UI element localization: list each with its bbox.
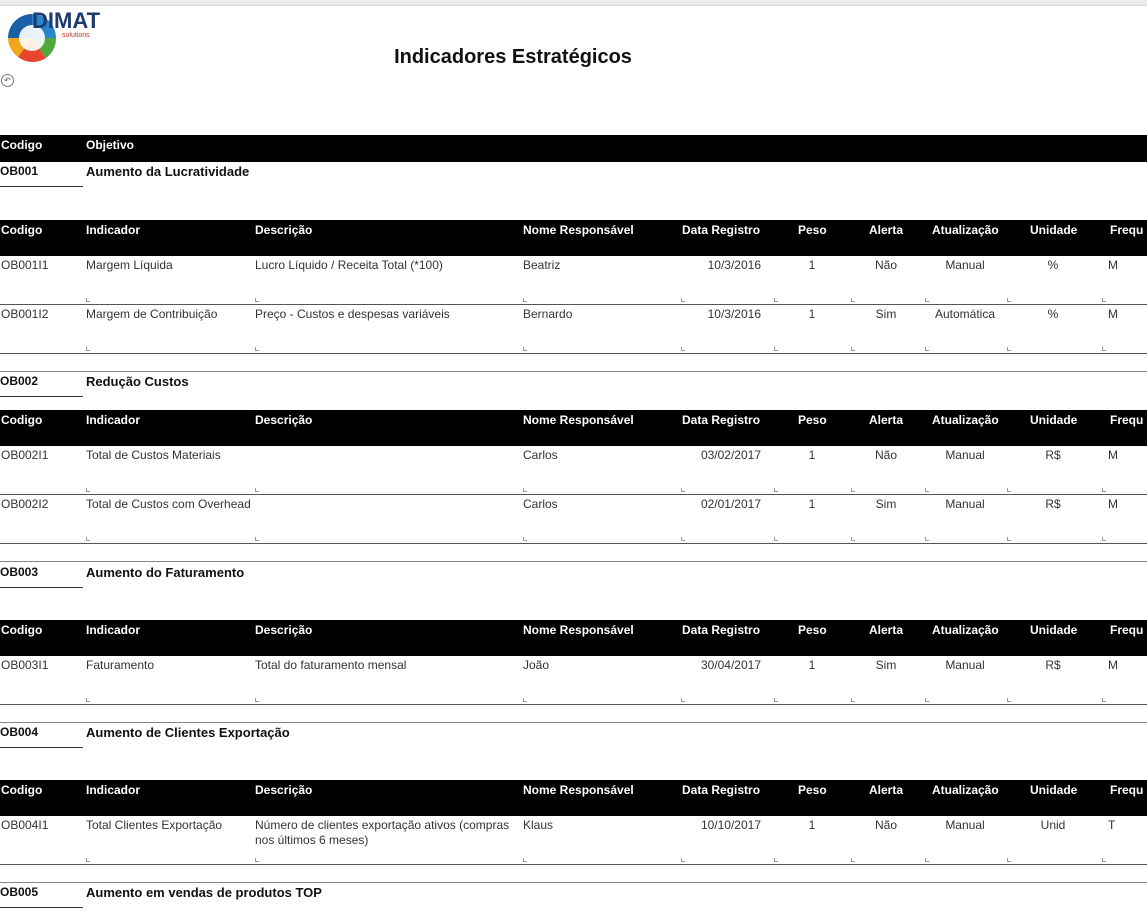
indicator-header-peso: Peso (798, 413, 827, 427)
cell-corner-mark (851, 347, 855, 351)
indicator-header-atualizacao: Atualização (932, 783, 999, 797)
indicator-indicador: Total de Custos Materiais (86, 448, 221, 462)
cell-corner-mark (1102, 698, 1106, 702)
indicator-peso: 1 (808, 497, 816, 511)
cell-corner-mark (86, 347, 90, 351)
cell-corner-mark (523, 298, 527, 302)
indicator-responsavel: Klaus (523, 818, 554, 832)
indicator-alerta: Não (874, 448, 897, 462)
objective-code: OB003 (0, 565, 39, 579)
indicator-peso: 1 (808, 448, 816, 462)
indicator-indicador: Margem de Contribuição (86, 307, 218, 321)
cell-corner-mark (1007, 347, 1011, 351)
objective-name: Aumento de Clientes Exportação (86, 725, 290, 740)
indicator-frequencia: M (1108, 497, 1118, 511)
objective-header-objetivo: Objetivo (86, 138, 135, 152)
indicator-indicador: Total de Custos com Overhead (86, 497, 251, 511)
cell-corner-mark (925, 698, 929, 702)
objective-row (0, 164, 1147, 194)
indicator-header-codigo: Codigo (1, 783, 43, 797)
indicator-alerta: Sim (875, 497, 897, 511)
cell-corner-mark (1007, 858, 1011, 862)
cell-corner-mark (523, 858, 527, 862)
cell-corner-mark (523, 537, 527, 541)
indicator-codigo: OB001I1 (1, 258, 49, 272)
indicator-alerta: Não (874, 818, 897, 832)
cell-corner-mark (255, 488, 259, 492)
indicator-header (0, 620, 1147, 656)
objective-separator (0, 722, 1147, 723)
objective-row (0, 565, 1147, 595)
objective-separator (0, 882, 1147, 883)
cell-corner-mark (774, 488, 778, 492)
objective-row (0, 374, 1147, 404)
indicator-codigo: OB002I2 (1, 497, 49, 511)
indicator-header-peso: Peso (798, 623, 827, 637)
indicator-atualizacao: Manual (945, 658, 985, 672)
indicator-descricao: Preço - Custos e despesas variáveis (255, 307, 450, 321)
indicator-codigo: OB001I2 (1, 307, 49, 321)
indicator-descricao: Lucro Líquido / Receita Total (*100) (255, 258, 443, 272)
cell-corner-mark (1102, 537, 1106, 541)
cell-corner-mark (925, 858, 929, 862)
indicator-header-atualizacao: Atualização (932, 623, 999, 637)
indicator-alerta: Não (874, 258, 897, 272)
indicator-header-data: Data Registro (682, 223, 761, 237)
logo-text: DIMAT (32, 8, 101, 33)
row-divider (0, 304, 1147, 305)
indicator-header-codigo: Codigo (1, 623, 43, 637)
indicator-header-atualizacao: Atualização (932, 413, 999, 427)
indicator-indicador: Total Clientes Exportação (86, 818, 223, 832)
row-divider (0, 864, 1147, 865)
logo-tagline: solutions (62, 32, 90, 39)
indicator-header-responsavel: Nome Responsável (523, 623, 634, 637)
indicator-peso: 1 (808, 658, 816, 672)
indicator-responsavel: Carlos (523, 448, 558, 462)
row-divider (0, 704, 1147, 705)
indicator-responsavel: Carlos (523, 497, 558, 511)
indicator-header-frequencia: Frequ (1110, 623, 1144, 637)
indicator-atualizacao: Manual (945, 497, 985, 511)
indicator-unidade: R$ (1045, 658, 1061, 672)
objective-code-underline (0, 587, 83, 588)
objective-row (0, 885, 1147, 915)
indicator-indicador: Faturamento (86, 658, 155, 672)
indicator-unidade: % (1047, 307, 1059, 321)
indicator-responsavel: Beatriz (523, 258, 561, 272)
indicator-header-data: Data Registro (682, 783, 761, 797)
indicator-header-codigo: Codigo (1, 223, 43, 237)
cell-corner-mark (86, 858, 90, 862)
indicator-header-frequencia: Frequ (1110, 783, 1144, 797)
indicator-descricao: Total do faturamento mensal (255, 658, 407, 672)
top-border (0, 0, 1147, 6)
cell-corner-mark (523, 488, 527, 492)
objective-code-underline (0, 747, 83, 748)
cell-corner-mark (1102, 298, 1106, 302)
indicator-frequencia: M (1108, 307, 1118, 321)
indicator-header-data: Data Registro (682, 413, 761, 427)
indicator-header-unidade: Unidade (1030, 223, 1078, 237)
indicator-alerta: Sim (875, 658, 897, 672)
indicator-header-frequencia: Frequ (1110, 413, 1144, 427)
objective-name: Aumento em vendas de produtos TOP (86, 885, 322, 900)
indicator-atualizacao: Manual (945, 258, 985, 272)
cell-corner-mark (681, 298, 685, 302)
objective-code-underline (0, 396, 83, 397)
cell-corner-mark (86, 698, 90, 702)
indicator-header-alerta: Alerta (869, 623, 904, 637)
cell-corner-mark (774, 537, 778, 541)
cell-corner-mark (255, 698, 259, 702)
indicator-header (0, 220, 1147, 256)
cell-corner-mark (86, 298, 90, 302)
indicator-header-peso: Peso (798, 783, 827, 797)
objective-code: OB004 (0, 725, 39, 739)
objective-name: Aumento do Faturamento (86, 565, 245, 580)
indicator-responsavel: João (523, 658, 550, 672)
objective-name: Redução Custos (86, 374, 189, 389)
indicator-data: 10/3/2016 (707, 307, 761, 321)
indicator-data: 30/04/2017 (700, 658, 761, 672)
objective-separator (0, 371, 1147, 372)
indicator-atualizacao: Automática (934, 307, 996, 321)
cell-corner-mark (774, 858, 778, 862)
cell-corner-mark (851, 858, 855, 862)
indicator-unidade: R$ (1045, 497, 1061, 511)
indicator-header-indicador: Indicador (86, 783, 141, 797)
cell-corner-mark (1102, 347, 1106, 351)
objective-code: OB001 (0, 164, 39, 178)
indicator-unidade: R$ (1045, 448, 1061, 462)
objective-separator (0, 561, 1147, 562)
indicator-codigo: OB003I1 (1, 658, 49, 672)
cell-corner-mark (925, 537, 929, 541)
cell-corner-mark (1102, 858, 1106, 862)
indicator-atualizacao: Manual (945, 818, 985, 832)
cell-corner-mark (851, 298, 855, 302)
cell-corner-mark (774, 298, 778, 302)
indicator-unidade: % (1047, 258, 1059, 272)
objective-code-underline (0, 186, 83, 187)
indicator-data: 03/02/2017 (700, 448, 761, 462)
row-divider (0, 494, 1147, 495)
cell-corner-mark (1007, 298, 1011, 302)
cell-corner-mark (681, 488, 685, 492)
indicator-header (0, 410, 1147, 446)
indicator-header-data: Data Registro (682, 623, 761, 637)
indicator-header-descricao: Descrição (255, 783, 313, 797)
objective-code: OB005 (0, 885, 39, 899)
indicator-codigo: OB002I1 (1, 448, 49, 462)
cell-corner-mark (851, 698, 855, 702)
indicator-header-alerta: Alerta (869, 223, 904, 237)
row-divider (0, 353, 1147, 354)
cell-corner-mark (925, 347, 929, 351)
indicator-header-responsavel: Nome Responsável (523, 223, 634, 237)
indicator-header-responsavel: Nome Responsável (523, 783, 634, 797)
cell-corner-mark (1102, 488, 1106, 492)
indicator-header-unidade: Unidade (1030, 623, 1078, 637)
indicator-data: 10/10/2017 (700, 818, 761, 832)
cell-corner-mark (681, 347, 685, 351)
indicator-descricao: Número de clientes exportação ativos (compras nos últimos 6 meses) (255, 818, 510, 847)
indicator-responsavel: Bernardo (523, 307, 573, 321)
objective-code: OB002 (0, 374, 39, 388)
cell-corner-mark (681, 858, 685, 862)
indicator-header-peso: Peso (798, 223, 827, 237)
objective-header-codigo: Codigo (1, 138, 43, 152)
cell-corner-mark (851, 537, 855, 541)
indicator-frequencia: M (1108, 258, 1118, 272)
indicator-frequencia: T (1108, 818, 1116, 832)
indicator-header-indicador: Indicador (86, 623, 141, 637)
indicator-header-unidade: Unidade (1030, 413, 1078, 427)
indicator-header-indicador: Indicador (86, 413, 141, 427)
indicator-header-indicador: Indicador (86, 223, 141, 237)
cell-corner-mark (774, 698, 778, 702)
cell-corner-mark (1007, 488, 1011, 492)
indicator-atualizacao: Manual (945, 448, 985, 462)
objective-name: Aumento da Lucratividade (86, 164, 250, 179)
indicator-header-responsavel: Nome Responsável (523, 413, 634, 427)
page-title: Indicadores Estratégicos (394, 46, 632, 68)
indicator-header-descricao: Descrição (255, 623, 313, 637)
indicator-peso: 1 (808, 307, 816, 321)
cell-corner-mark (681, 698, 685, 702)
cell-corner-mark (255, 858, 259, 862)
cell-corner-mark (681, 537, 685, 541)
row-divider (0, 543, 1147, 544)
indicator-header-alerta: Alerta (869, 783, 904, 797)
indicator-data: 02/01/2017 (700, 497, 761, 511)
back-icon[interactable]: ↶ (1, 74, 14, 87)
cell-corner-mark (1007, 537, 1011, 541)
cell-corner-mark (255, 298, 259, 302)
cell-corner-mark (925, 298, 929, 302)
indicator-unidade: Unid (1040, 818, 1066, 832)
indicator-header-descricao: Descrição (255, 223, 313, 237)
cell-corner-mark (851, 488, 855, 492)
indicator-data: 10/3/2016 (707, 258, 761, 272)
cell-corner-mark (255, 347, 259, 351)
indicator-frequencia: M (1108, 448, 1118, 462)
indicator-header-descricao: Descrição (255, 413, 313, 427)
cell-corner-mark (925, 488, 929, 492)
objective-row (0, 725, 1147, 755)
cell-corner-mark (1007, 698, 1011, 702)
indicator-header-atualizacao: Atualização (932, 223, 999, 237)
cell-corner-mark (774, 347, 778, 351)
indicator-alerta: Sim (875, 307, 897, 321)
cell-corner-mark (523, 698, 527, 702)
cell-corner-mark (523, 347, 527, 351)
indicator-header-alerta: Alerta (869, 413, 904, 427)
indicator-codigo: OB004I1 (1, 818, 49, 832)
cell-corner-mark (255, 537, 259, 541)
indicator-peso: 1 (808, 258, 816, 272)
indicator-header-codigo: Codigo (1, 413, 43, 427)
indicator-frequencia: M (1108, 658, 1118, 672)
indicator-header-frequencia: Frequ (1110, 223, 1144, 237)
cell-corner-mark (86, 537, 90, 541)
company-logo (2, 8, 110, 66)
objective-header (0, 135, 1147, 162)
cell-corner-mark (86, 488, 90, 492)
objective-code-underline (0, 907, 83, 908)
indicator-indicador: Margem Líquida (86, 258, 173, 272)
indicator-header-unidade: Unidade (1030, 783, 1078, 797)
indicator-peso: 1 (808, 818, 816, 832)
indicator-header (0, 780, 1147, 816)
